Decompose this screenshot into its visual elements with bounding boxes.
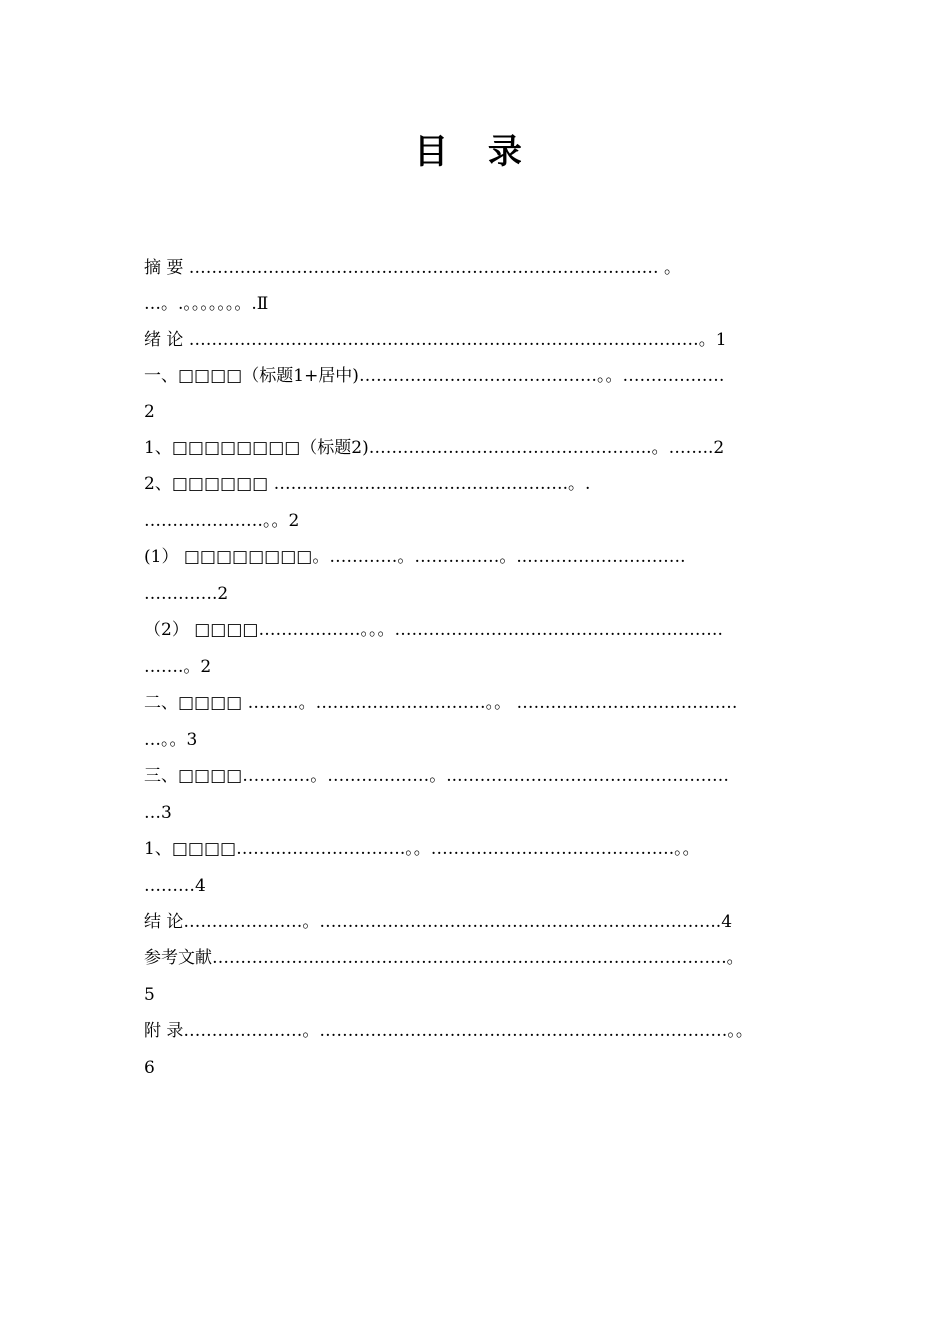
toc-line: ………….2 xyxy=(144,584,229,604)
toc-line: ………4 xyxy=(144,876,206,896)
toc-line: 参考文献………………..……………………………………………………………..。 xyxy=(144,948,744,968)
toc-line: 一、□□□□（标题1+居中)……………………………………。。……………… xyxy=(144,366,725,386)
toc-line: 结 论…………………。……………………………………………………………..4 xyxy=(144,912,733,932)
toc-line: …….。2 xyxy=(144,657,212,677)
toc-line: 5 xyxy=(144,985,155,1005)
toc-line: …3 xyxy=(144,803,172,823)
toc-line: 三、□□□□…………。………………。..………………………………………… xyxy=(144,766,730,786)
toc-line: 1、□□□□□□□□（标题2)…………………………………………..。……..2 xyxy=(144,438,725,458)
toc-line: 绪 论 ………………………………………………………………………………。1 xyxy=(144,330,727,350)
toc-line: …。。3 xyxy=(144,730,198,750)
toc-line: 6 xyxy=(144,1058,155,1078)
toc-line: 2、□□□□□□ …………………………………………….。. xyxy=(144,474,591,494)
page-title: 目 录 xyxy=(414,132,536,172)
toc-line: …………………。。2 xyxy=(144,511,300,531)
toc-line: （2） □□□□………………。。。…………………………………………………. xyxy=(144,620,723,640)
toc-line: 附 录…………………。………………………………………………………………。。 xyxy=(144,1021,753,1041)
toc-line: 1、□□□□……..………………….。。…………………………………….。。 xyxy=(144,839,700,859)
toc-line: …。.。。。。。。。.Ⅱ xyxy=(144,294,269,314)
toc-line: 2 xyxy=(144,402,155,422)
toc-line: 二、□□□□ ………。…………………………。。 ………………………………… xyxy=(144,693,738,713)
toc-line: 摘 要 ……………………………………………………………………..… 。 xyxy=(144,258,682,278)
toc-line: (1） □□□□□□□□。…………。……………。..………………………. xyxy=(144,547,686,567)
